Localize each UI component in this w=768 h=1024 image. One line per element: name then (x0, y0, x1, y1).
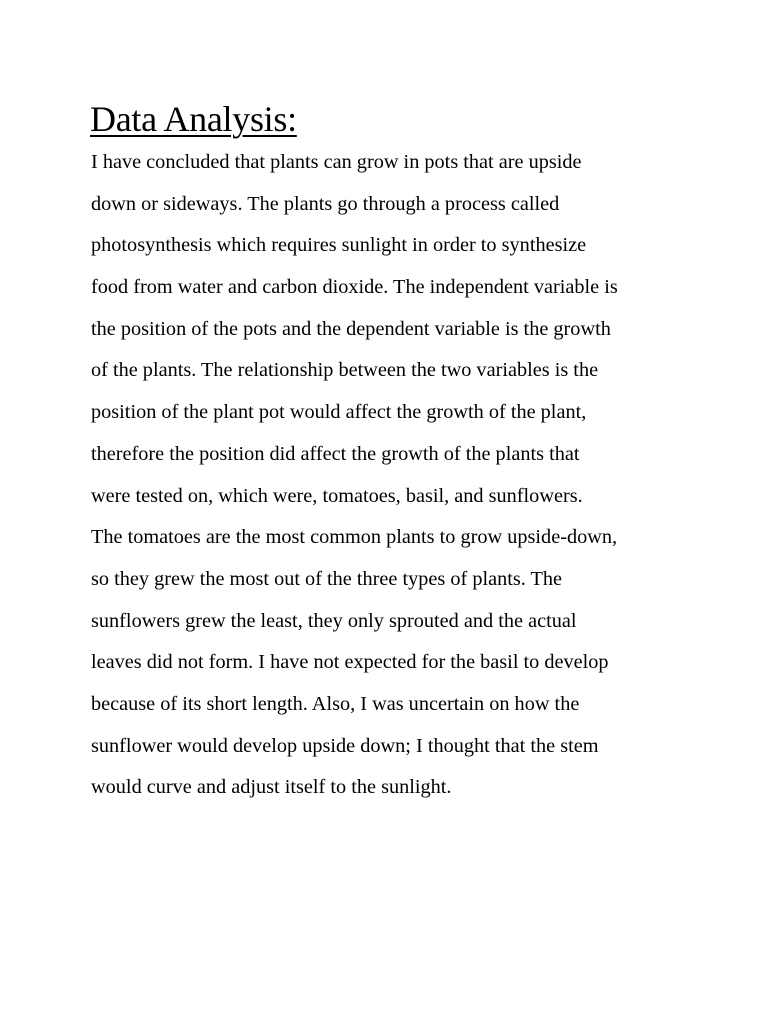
paragraph-line: therefore the position did affect the growth of the plants that (91, 442, 580, 465)
page-title: Data Analysis: (90, 99, 297, 139)
paragraph-line: down or sideways. The plants go through a process called (91, 192, 560, 215)
paragraph-line: The tomatoes are the most common plants to grow upside-down, (91, 526, 618, 549)
paragraph-line: because of its short length. Also, I was uncertain on how the (91, 692, 580, 715)
paragraph-line: the position of the pots and the dependent variable is the growth (91, 317, 611, 340)
paragraph-line: photosynthesis which requires sunlight in order to synthesize (91, 234, 587, 257)
analysis-paragraph (91, 142, 711, 809)
paragraph-line: would curve and adjust itself to the sunlight. (91, 776, 452, 799)
paragraph-line: were tested on, which were, tomatoes, basil, and sunflowers. (91, 484, 583, 507)
paragraph-line: sunflower would develop upside down; I thought that the stem (91, 734, 599, 757)
paragraph-line: sunflowers grew the least, they only sprouted and the actual (91, 609, 577, 632)
paragraph-line: so they grew the most out of the three types of plants. The (91, 567, 563, 590)
paragraph-line: I have concluded that plants can grow in pots that are upside (91, 151, 582, 173)
paragraph-line: food from water and carbon dioxide. The independent variable is (91, 276, 618, 299)
paragraph-line: leaves did not form. I have not expected for the basil to develop (91, 651, 609, 674)
paragraph-line: of the plants. The relationship between the two variables is the (91, 359, 599, 382)
paragraph-line: position of the plant pot would affect the growth of the plant, (91, 401, 587, 424)
